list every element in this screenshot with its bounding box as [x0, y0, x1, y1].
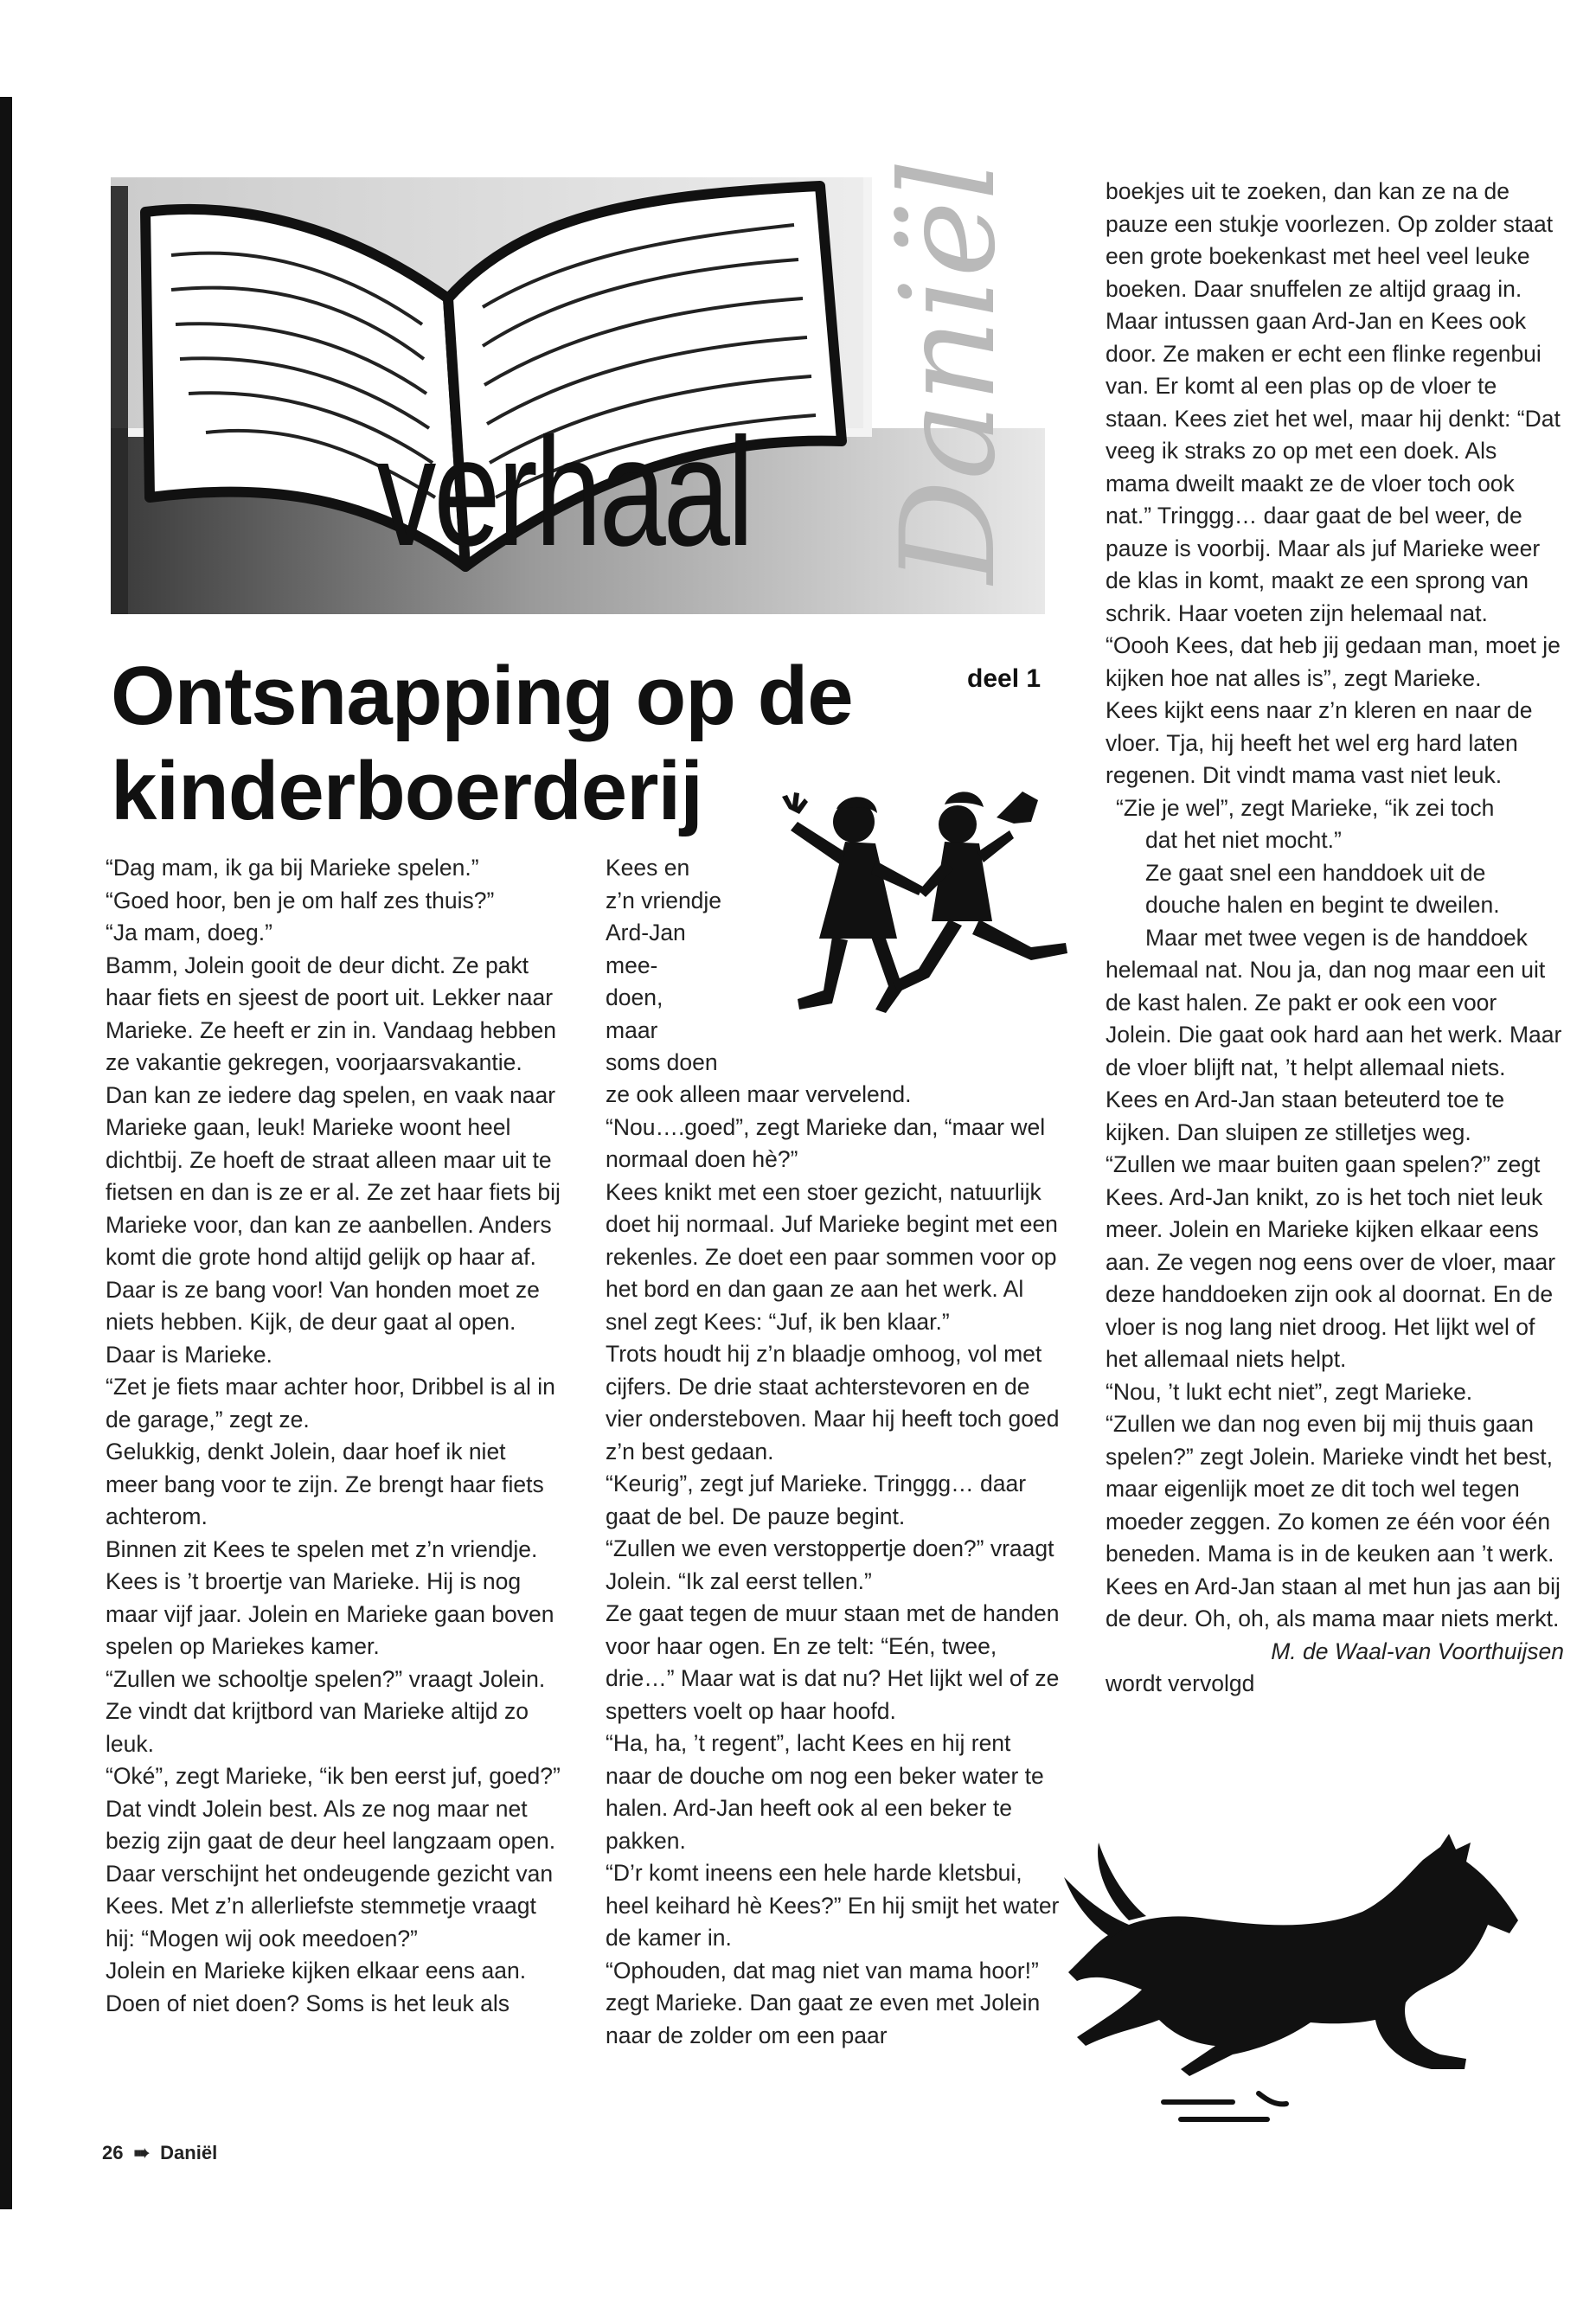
paragraph: helemaal nat. Nou ja, dan nog maar een uit de kast halen. Ze pakt er ook een voor Jolein. Die gaat ook hard aan het werk. Maar de vloer blijft nat, ’t helpt allemaal niets. Kees en Ard-Jan staan beteuterd toe te kijken. Dan sluipen ze stilletjes weg.	[1106, 957, 1562, 1145]
paragraph: “Oooh Kees, dat heb jij gedaan man, moet je kijken hoe nat alles is”, zegt Marieke.	[1106, 632, 1561, 691]
paragraph: “Ophouden, dat mag niet van mama hoor!” zegt Marieke. Dan gaat ze even met Jolein naar de zolder om een paar	[606, 1957, 1041, 2048]
paragraph: “Zullen we even verstoppertje doen?” vraagt Jolein. “Ik zal eerst tellen.”	[606, 1535, 1054, 1594]
paragraph: “Oké”, zegt Marieke, “ik ben eerst juf, goed?”	[106, 1763, 561, 1789]
continued-note: wordt vervolgd	[1106, 1670, 1255, 1696]
section-label: verhaal	[376, 406, 752, 578]
paragraph: Maar met twee vegen is de handdoek	[1145, 924, 1528, 951]
part-label: deel 1	[967, 664, 1042, 693]
author-credit: M. de Waal-van Voorthuijsen	[1271, 1638, 1564, 1664]
paragraph: “Dag mam, ik ga bij Marieke spelen.”	[106, 855, 479, 881]
page-footer	[102, 2142, 217, 2164]
paragraph: “Zet je fiets maar achter hoor, Dribbel is al in de garage,” zegt ze.	[106, 1374, 555, 1433]
text-line: soms doen	[606, 1049, 718, 1075]
paragraph: Jolein en Marieke kijken elkaar eens aan. Doen of niet doen? Soms is het leuk als	[106, 1958, 527, 2016]
text-line: doen,	[606, 984, 663, 1010]
magazine-name: Daniël	[160, 2142, 218, 2163]
text-line: mee-	[606, 952, 658, 978]
text-line: z’n vriendje	[606, 887, 722, 913]
story-title-line-1: Ontsnapping op de	[111, 650, 853, 742]
paragraph: Ze gaat tegen de muur staan met de handen voor haar ogen. En ze telt: “Eén, twee, drie…” Maar wat is dat nu? Het lijkt wel of ze spetters voelt op haar hoofd.	[606, 1600, 1060, 1724]
paragraph: Gelukkig, denkt Jolein, daar hoef ik niet meer bang voor te zijn. Ze brengt haar fiets achterom.	[106, 1439, 544, 1529]
paragraph: Dat vindt Jolein best. Als ze nog maar net bezig zijn gaat de deur heel langzaam open. Daar verschijnt het ondeugende gezicht van Kees. Met z’n allerliefste stemmetje vraagt hij: “Mogen wij ook meedoen?”	[106, 1795, 556, 1952]
paragraph: “Zullen we dan nog even bij mij thuis gaan spelen?” zegt Jolein. Marieke vindt het best, maar eigenlijk moet ze dit toch wel tegen moeder zeggen. Zo komen ze één voor één beneden. Mama is in de keuken aan ’t werk. Kees en Ard-Jan staan al met hun jas aan bij de deur. Oh, oh, als mama maar niets merkt.	[1106, 1411, 1561, 1631]
paragraph: Bamm, Jolein gooit de deur dicht. Ze pakt haar fiets en sjeest de poort uit. Lekker naar Marieke. Ze heeft er zin in. Vandaag hebben ze vakantie gekregen, voorjaarsvakantie. Dan kan ze iedere dag spelen, en vaak naar Marieke gaan, leuk! Marieke woont heel dichtbij. Ze hoeft de straat alleen maar uit te fietsen en dan is ze er al. Ze zet haar fiets bij Marieke voor, dan kan ze aanbellen. Anders komt die grote hond altijd gelijk op haar af. Daar is ze bang voor! Van honden moet ze niets hebben. Kijk, de deur gaat al open. Daar is Marieke.	[106, 952, 561, 1368]
paragraph: “Zullen we schooltje spelen?” vraagt Jolein. Ze vindt dat krijtbord van Marieke altijd zo leuk.	[106, 1665, 546, 1757]
paragraph: boekjes uit te zoeken, dan kan ze na de pauze een stukje voorlezen. Op zolder staat een grote boekenkast met heel veel leuke boeken. Daar snuffelen ze altijd graag in. Maar intussen gaan Ard-Jan en Kees ook door. Ze maken er echt een flinke regenbui van. Er komt al een plas op de vloer te staan. Kees ziet het wel, maar hij denkt: “Dat veeg ik straks zo op met een doek. Als mama dweilt maakt ze de vloer toch ook nat.” Tringgg… daar gaat de bel weer, de pauze is voorbij. Maar als juf Marieke weer de klas in komt, maakt ze een sprong van schrik. Haar voeten zijn helemaal nat.	[1106, 178, 1561, 626]
paragraph: Ze gaat snel een handdoek uit de douche halen en begint te dweilen.	[1145, 859, 1500, 918]
children-dancing-silhouette	[746, 783, 1109, 1034]
paragraph: “Nou, ’t lukt echt niet”, zegt Marieke.	[1106, 1378, 1473, 1405]
magazine-script-text: Daniël	[874, 158, 1024, 584]
paragraph: “Nou….goed”, zegt Marieke dan, “maar wel normaal doen hè?”	[606, 1113, 1046, 1172]
magazine-script-logo	[874, 158, 1024, 601]
text-line: Kees en	[606, 855, 690, 881]
story-title-line-2: kinderboerderij	[111, 745, 702, 837]
text-line: maar	[606, 1016, 658, 1043]
paragraph: “Ja mam, doeg.”	[106, 920, 272, 945]
arrow-icon: ➠	[133, 2142, 151, 2163]
paragraph: dat het niet mocht.”	[1145, 827, 1342, 853]
paragraph: “Zullen we maar buiten gaan spelen?” zegt Kees. Ard-Jan knikt, zo is het toch niet leuk meer. Jolein en Marieke kijken elkaar eens aan. Ze vegen nog eens over de vloer, maar deze handdoeken zijn ook al doornat. En de vloer is nog lang niet droog. Het lijkt wel of het allemaal niets helpt.	[1106, 1151, 1556, 1372]
paragraph: Kees knikt met een stoer gezicht, natuurlijk doet hij normaal. Juf Marieke begint met een rekenles. Ze doet een paar sommen voor op het bord en dan gaan ze aan het werk. Al snel zegt Kees: “Juf, ik ben klaar.”	[606, 1178, 1058, 1335]
paragraph: Kees kijkt eens naar z’n kleren en naar de vloer. Tja, hij heeft het wel erg hard laten regenen. Dit vindt mama vast niet leuk.	[1106, 697, 1533, 788]
paragraph: “Zie je wel”, zegt Marieke, “ik zei toch	[1116, 794, 1495, 821]
paragraph: ze ook alleen maar vervelend.	[606, 1081, 912, 1107]
text-column-3	[1106, 176, 1564, 1701]
page-number: 26	[102, 2142, 124, 2163]
text-column-2-narrow	[606, 852, 727, 1080]
paragraph: Trots houdt hij z’n blaadje omhoog, vol met cijfers. De drie staat achterstevoren en de vier ondersteboven. Maar hij heeft toch goed z’n best gedaan.	[606, 1341, 1060, 1465]
paragraph: Binnen zit Kees te spelen met z’n vriendje. Kees is ’t broertje van Marieke. Hij is nog maar vijf jaar. Jolein en Marieke gaan boven spelen op Mariekes kamer.	[106, 1535, 554, 1659]
paragraph: “Goed hoor, ben je om half zes thuis?”	[106, 887, 495, 913]
scan-edge	[0, 97, 12, 2209]
paragraph: “Keurig”, zegt juf Marieke. Tringgg… daar gaat de bel. De pauze begint.	[606, 1471, 1027, 1529]
text-column-2	[606, 1079, 1060, 2052]
text-column-1	[106, 852, 564, 2020]
text-line: Ard-Jan	[606, 920, 686, 945]
galloping-horse-silhouette	[1060, 1817, 1557, 2137]
paragraph: “D’r komt ineens een hele harde kletsbui, heel keihard hè Kees?” En hij smijt het water de kamer in.	[606, 1860, 1060, 1951]
paragraph: “Ha, ha, ’t regent”, lacht Kees en hij rent naar de douche om nog een beker water te halen. Ard-Jan heeft ook al een beker te pakken.	[606, 1730, 1044, 1854]
